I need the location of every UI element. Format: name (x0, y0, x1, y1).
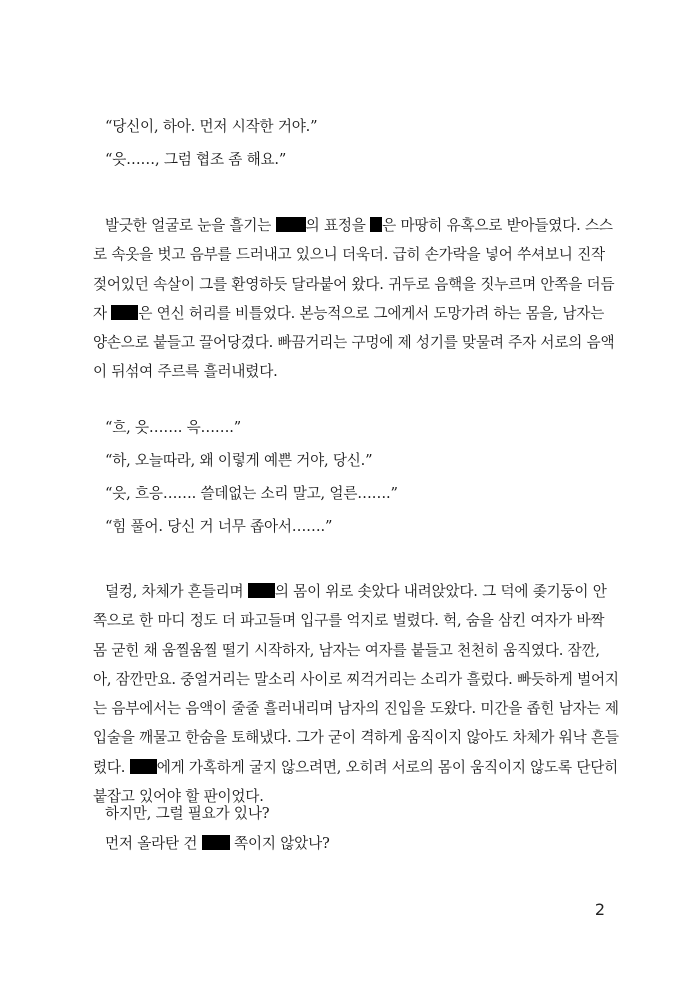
narrative-paragraph-2 (93, 582, 619, 816)
text-span: 덜컹, 차체가 흔들리며 (105, 583, 248, 600)
text-span: 에게 가혹하게 굴지 않으려면, 오히려 서로의 몸이 움직이지 않도록 단단히 (156, 758, 619, 776)
paragraph-line (93, 582, 608, 611)
closing-lines (93, 804, 608, 867)
dialogue-line: “하, 오늘따라, 왜 이렇게 예쁜 거야, 당신.” (105, 452, 373, 469)
dialogue-line: “읏, 흐응……. 쓸데없는 소리 말고, 얼른…….” (105, 485, 398, 502)
closing-line (93, 834, 608, 867)
paragraph-line (93, 216, 613, 245)
redaction-box (276, 217, 306, 232)
redaction-box (202, 835, 230, 850)
dialogue-line: “흐, 읏……. 윽…….” (105, 419, 241, 436)
text-span: 먼저 올라탄 건 (105, 835, 202, 852)
redaction-box (111, 305, 138, 320)
paragraph-line: 양손으로 붙들고 끌어당겼다. 빠끔거리는 구멍에 제 성기를 맞물려 주자 서로의 음액 (93, 334, 615, 352)
paragraph-line: 젖어있던 속살이 그를 환영하듯 달라붙어 왔다. 귀두로 음핵을 짓누르며 안쪽을 더듬 (93, 275, 615, 293)
narrative-paragraph-1 (93, 216, 615, 392)
text-span: 쪽이지 않았나? (229, 835, 330, 852)
dialogue-line: “읏……, 그럼 협조 좀 해요.” (105, 151, 287, 168)
paragraph-line: 붙잡고 있어야 할 판이었다. (93, 788, 264, 806)
text-span: 은 연신 허리를 비틀었다. 본능적으로 그에게서 도망가려 하는 몸을, 남자는 (138, 304, 605, 322)
paragraph-line: 쪽으로 한 마디 정도 더 파고들며 입구를 억지로 벌렸다. 헉, 숨을 삼킨 여자가 바짝 (93, 612, 605, 630)
redaction-box (370, 217, 382, 232)
paragraph-line: 는 음부에서는 음액이 줄줄 흘러내리며 남자의 진입을 도왔다. 미간을 좁힌 남자는 제 (93, 700, 619, 718)
paragraph-line: 몸 굳힌 채 움찔움찔 떨기 시작하자, 남자는 여자를 붙들고 천천히 움직였다. 잠깐, (93, 641, 600, 659)
paragraph-line: 아, 잠깐만요. 중얼거리는 말소리 사이로 찌걱거리는 소리가 흘렀다. 빠듯하게 벌어지 (93, 670, 619, 688)
text-span: 은 마땅히 유혹으로 받아들였다. 스스 (382, 217, 613, 234)
paragraph-line (93, 304, 608, 333)
paragraph-line: 로 속옷을 벗고 음부를 드러내고 있으니 더욱더. 급히 손가락을 넣어 쑤셔보니 진작 (93, 246, 605, 264)
closing-line: 하지만, 그럴 필요가 있나? (105, 805, 270, 822)
dialogue-line: “힘 풀어. 당신 거 너무 좁아서…….” (105, 518, 333, 535)
paragraph-line (93, 758, 619, 787)
text-span: 발긋한 얼굴로 눈을 흘기는 (105, 217, 276, 234)
paragraph-line: 입술을 깨물고 한숨을 토해냈다. 그가 굳이 격하게 움직이지 않아도 차체가 워낙 흔들 (93, 729, 619, 747)
redaction-box (248, 583, 275, 598)
text-span: 자 (93, 304, 112, 322)
dialogue-block-2 (93, 418, 608, 550)
dialogue-line: “당신이, 하아. 먼저 시작한 거야.” (105, 118, 318, 135)
dialogue-block-1 (93, 117, 608, 183)
redaction-box (130, 759, 157, 774)
text-span: 의 표정을 (305, 217, 371, 234)
text-span: 렸다. (93, 758, 130, 776)
page-number: 2 (594, 900, 605, 919)
paragraph-line: 이 뒤섞여 주르륵 흘러내렸다. (93, 363, 278, 381)
text-span: 의 몸이 위로 솟았다 내려앉았다. 그 덕에 좆기둥이 안 (274, 583, 607, 600)
